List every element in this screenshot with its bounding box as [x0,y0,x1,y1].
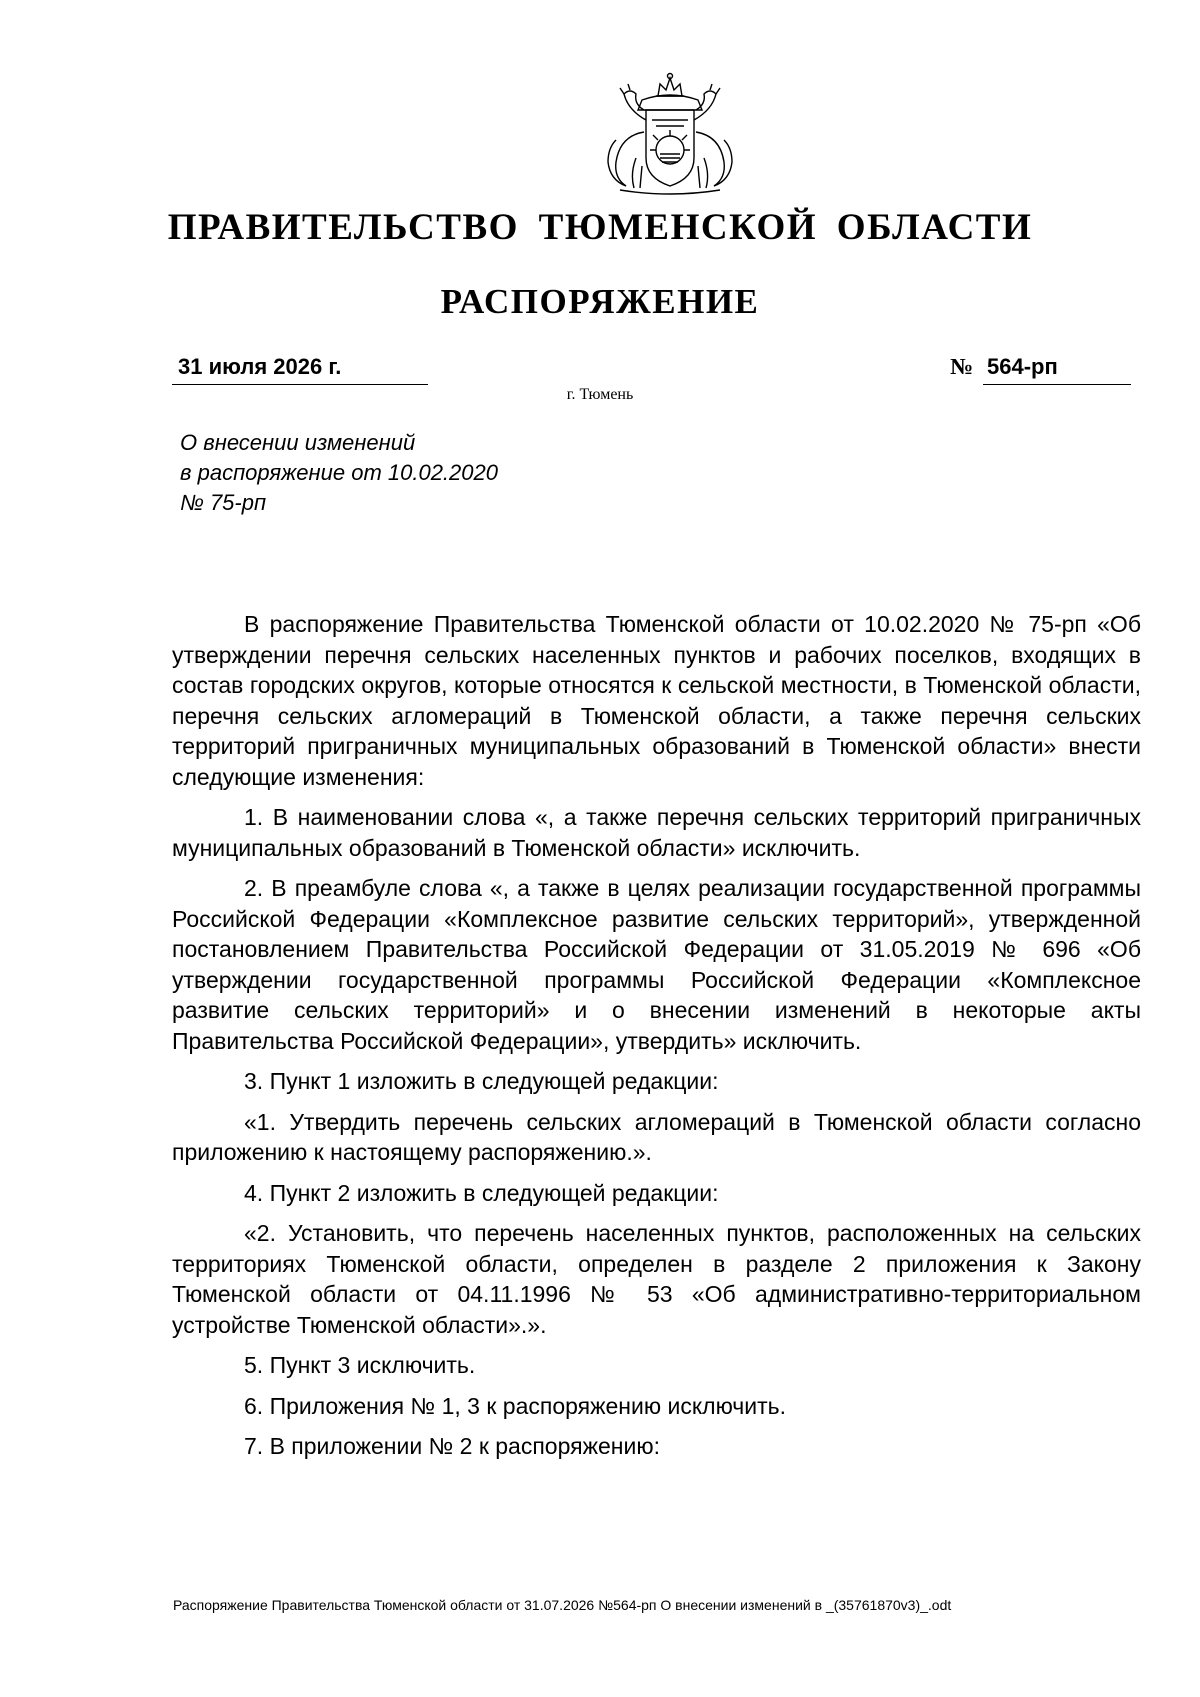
subject-line: О внесении изменений [180,430,416,455]
subject-line: № 75-рп [180,490,267,515]
body-paragraph: 6. Приложения № 1, 3 к распоряжению исключить. [244,1392,787,1419]
body-paragraph: 1. В наименовании слова «, а также перечня сельских территорий приграничных муниципальных образований в Тюменской области» исключить. [172,804,1141,861]
subject-line: в распоряжение от 10.02.2020 [180,460,498,485]
document-subject [180,428,498,518]
organization-title: ПРАВИТЕЛЬСТВО ТЮМЕНСКОЙ ОБЛАСТИ [167,207,1033,248]
document-number: 564-рп [987,354,1058,379]
document-date-field [172,354,428,385]
document-body [172,609,1141,1472]
body-paragraph: 3. Пункт 1 изложить в следующей редакции: [244,1068,719,1094]
document-date: 31 июля 2026 г. [178,354,342,379]
document-footer-filename: Распоряжение Правительства Тюменской области от 31.07.2026 №564-рп О внесении изменений в _(35761870v3)_.odt [173,1597,952,1613]
body-paragraph: «2. Установить, что перечень населенных пунктов, расположенных на сельских территориях Тюменской области, определен в разделе 2 приложения к Закону Тюменской области от 04.11.1996 № 53 «Об административно-территориальном устройстве Тюменской области».». [172,1220,1141,1338]
document-number-field [983,354,1131,385]
tyumen-region-coat-of-arms-icon [590,70,750,200]
document-number-label: № [950,354,974,379]
body-paragraph: В распоряжение Правительства Тюменской области от 10.02.2020 № 75-рп «Об утверждении перечня сельских населенных пунктов и рабочих поселков, входящих в состав городских округов, которые относятся к сельской местности, в Тюменской области, перечня сельских агломераций в Тюменской области, а также перечня сельских территорий приграничных муниципальных образований в Тюменской области» внести следующие изменения: [172,611,1141,790]
body-paragraph: 5. Пункт 3 исключить. [244,1352,476,1378]
document-type-title: РАСПОРЯЖЕНИЕ [440,282,760,321]
body-paragraph: 7. В приложении № 2 к распоряжению: [244,1433,660,1459]
document-city: г. Тюмень [566,386,634,403]
body-paragraph: 2. В преамбуле слова «, а также в целях реализации государственной программы Российской Федерации «Комплексное развитие сельских территорий», утвержденной постановлением Правительства Российской Федерации от 31.05.2019 № 696 «Об утверждении государственной программы Российской Федерации «Комплексное развитие сельских территорий» и о внесении изменений в некоторые акты Правительства Российской Федерации», утвердить» исключить. [172,875,1141,1054]
body-paragraph: 4. Пункт 2 изложить в следующей редакции: [244,1179,719,1206]
body-paragraph: «1. Утвердить перечень сельских агломераций в Тюменской области согласно приложению к настоящему распоряжению.». [172,1108,1141,1165]
